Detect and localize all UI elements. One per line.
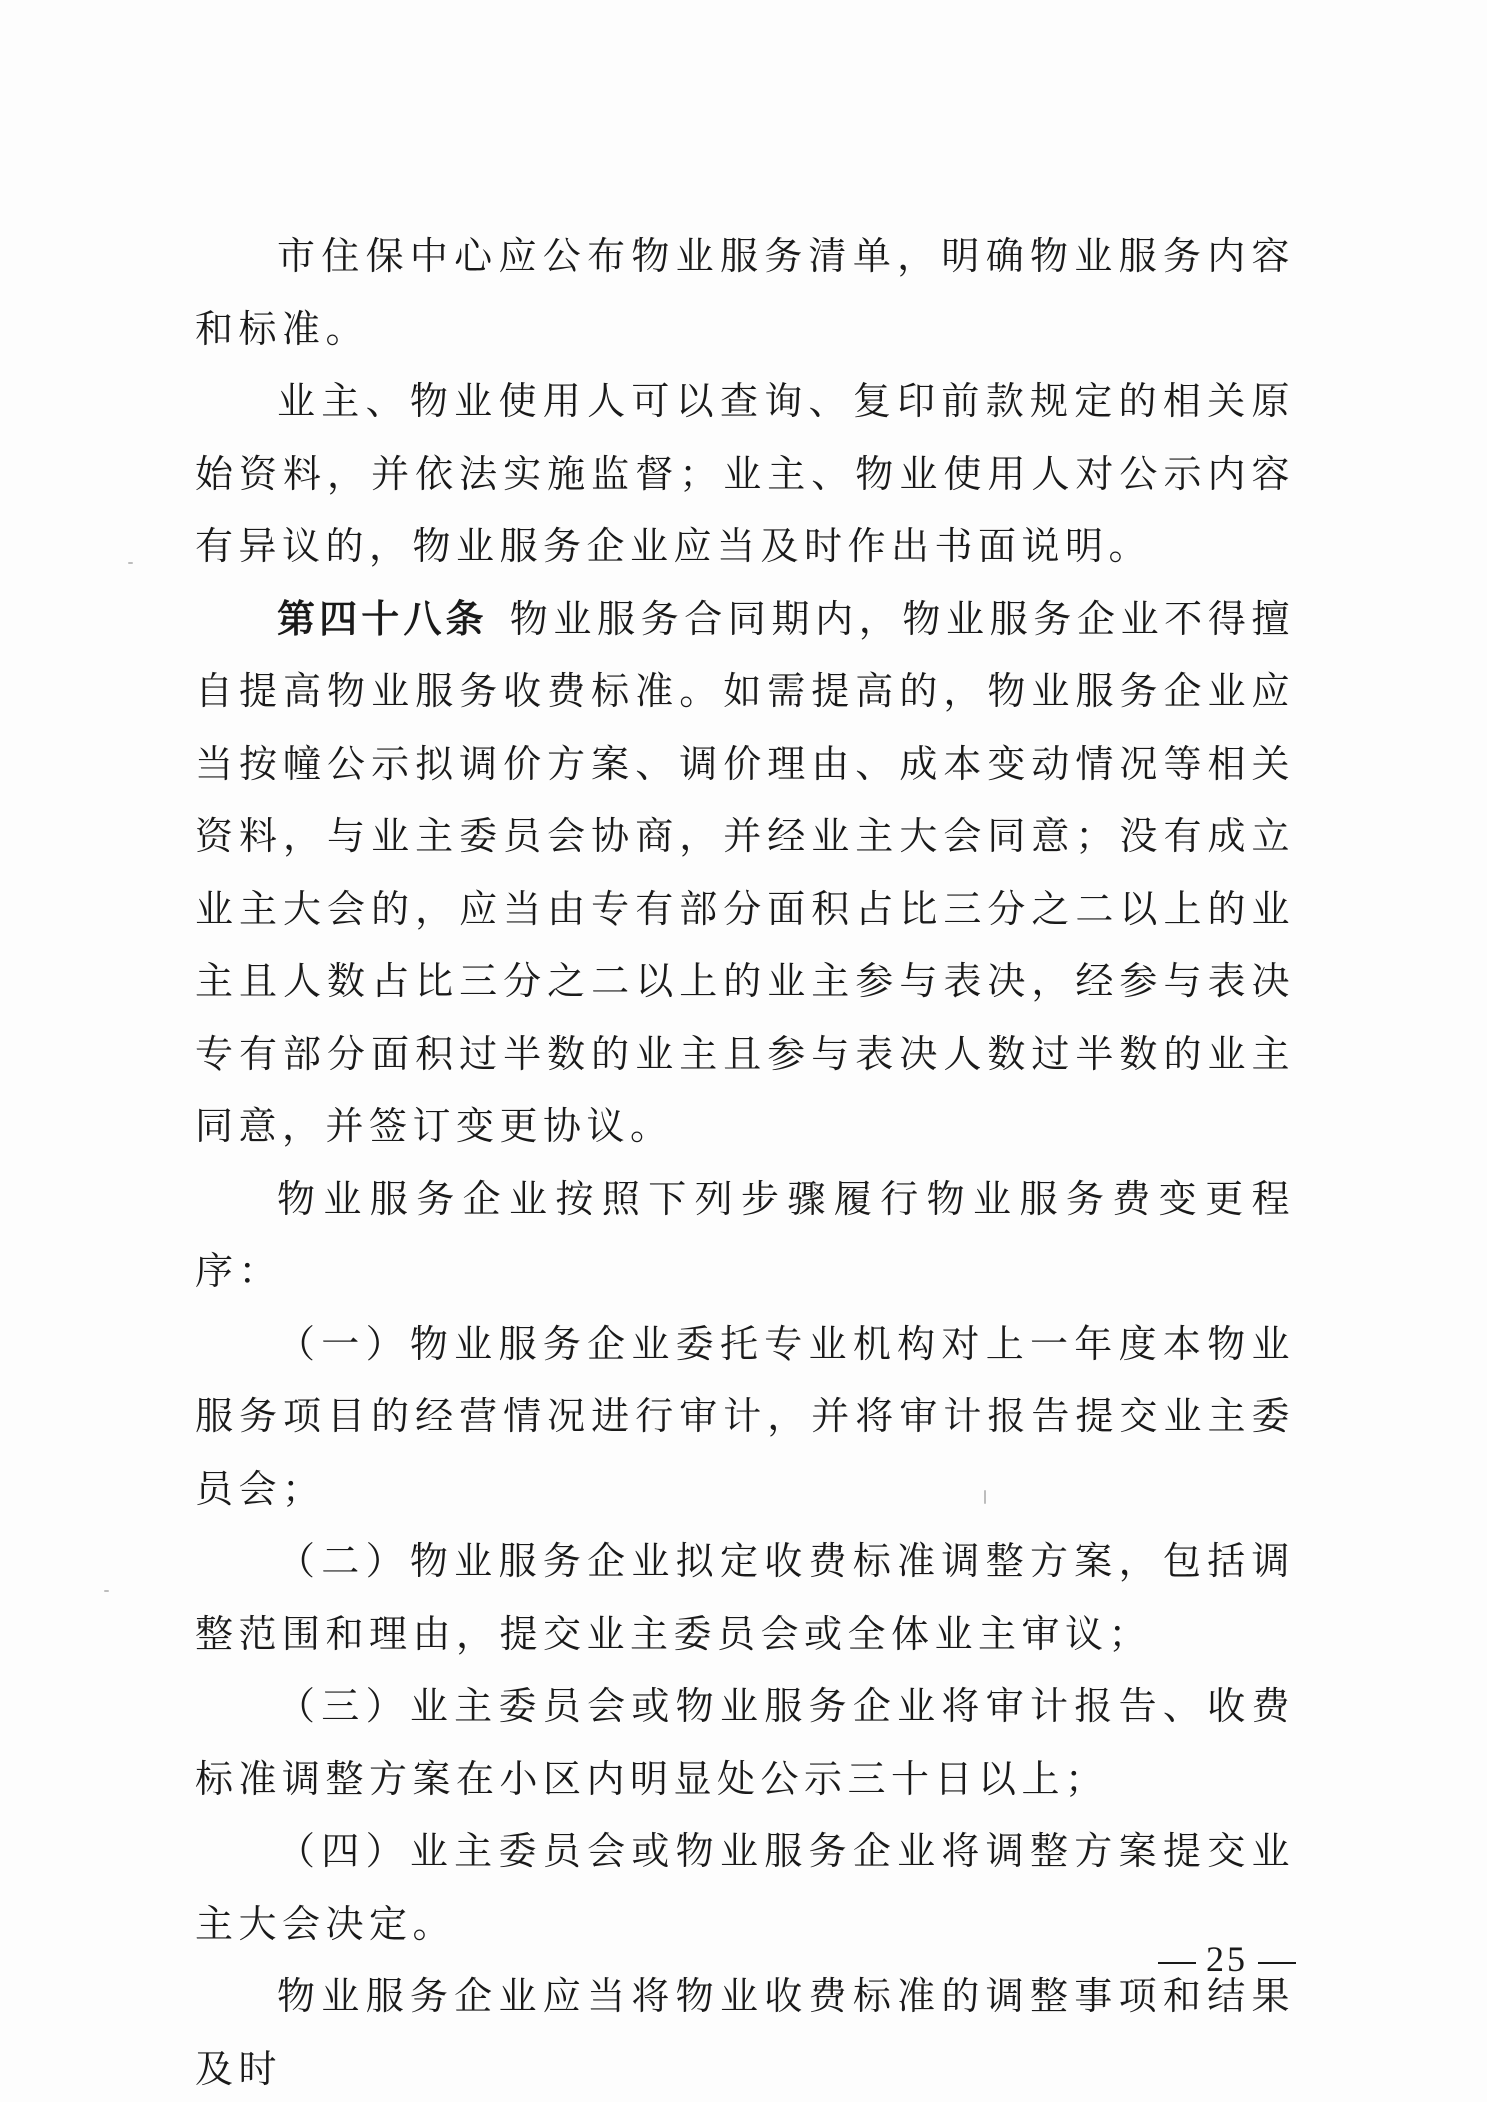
- article-heading: 第四十八条: [277, 595, 488, 641]
- scan-speck: [104, 1590, 109, 1592]
- paragraph-owner-supervision: 业主、物业使用人可以查询、复印前款规定的相关原始资料，并依法实施监督；业主、物业使用人对公示内容有异议的，物业服务企业应当及时作出书面说明。: [195, 379, 1295, 568]
- list-item-step-2: （二）物业服务企业拟定收费标准调整方案，包括调整范围和理由，提交业主委员会或全体业主审议；: [195, 1539, 1295, 1656]
- list-item-step-3: （三）业主委员会或物业服务企业将审计报告、收费标准调整方案在小区内明显处公示三十日以上；: [195, 1684, 1295, 1801]
- paragraph-service-list: 市住保中心应公布物业服务清单，明确物业服务内容和标准。: [195, 234, 1295, 351]
- paragraph-disclosure-continued: 物业服务企业应当将物业收费标准的调整事项和结果及时: [195, 1974, 1295, 2091]
- scan-speck: [984, 1490, 986, 1504]
- page-number: [1148, 1938, 1306, 1980]
- paragraph-article-48: [195, 583, 1295, 1163]
- page-number-value: 25: [1206, 1939, 1248, 1979]
- page-number-dash-right: [1258, 1962, 1296, 1964]
- paragraph-procedure-intro: 物业服务企业按照下列步骤履行物业服务费变更程序：: [195, 1176, 1295, 1293]
- list-item-step-1: （一）物业服务企业委托专业机构对上一年度本物业服务项目的经营情况进行审计，并将审计报告提交业主委员会；: [195, 1321, 1295, 1511]
- list-item-step-4: （四）业主委员会或物业服务企业将调整方案提交业主大会决定。: [195, 1829, 1295, 1946]
- document-body: [195, 220, 1295, 2105]
- scan-speck: [128, 562, 133, 564]
- page-number-dash-left: [1158, 1962, 1196, 1964]
- article-48-text: 物业服务合同期内，物业服务企业不得擅自提高物业服务收费标准。如需提高的，物业服务企业应当按幢公示拟调价方案、调价理由、成本变动情况等相关资料，与业主委员会协商，并经业主大会同意；没有成立业主大会的，应当由专有部分面积占比三分之二以上的业主且人数占比三分之二以上的业主参与表决，经参与表决专有部分面积过半数的业主且参与表决人数过半数的业主同意，并签订变更协议。: [195, 596, 1295, 1148]
